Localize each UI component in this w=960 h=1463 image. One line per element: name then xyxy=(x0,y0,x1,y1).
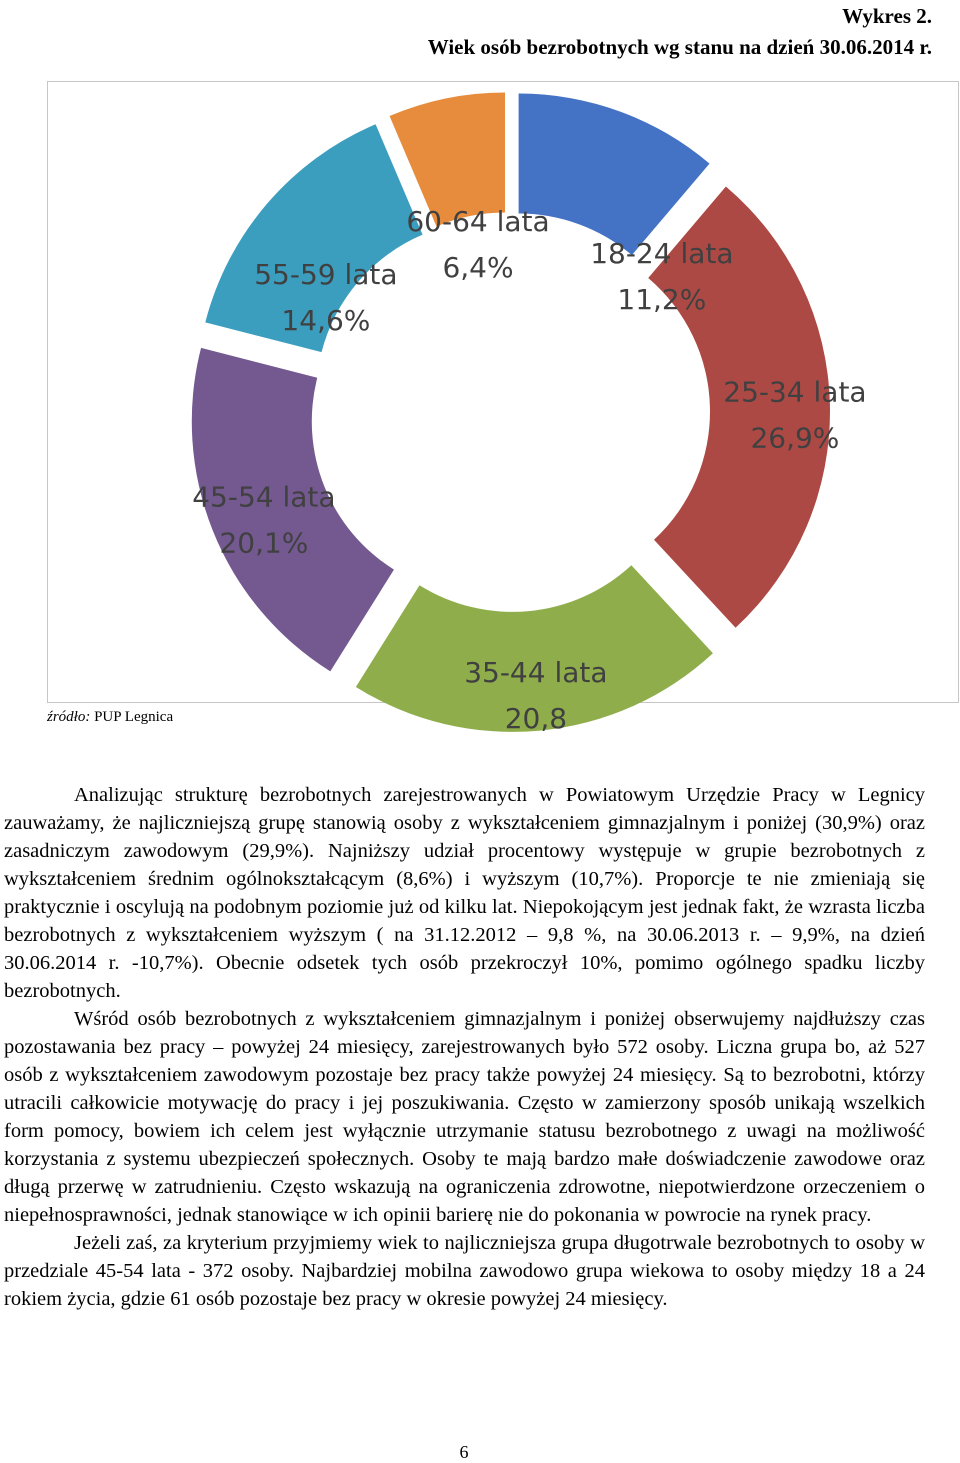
slice-value-label: 14,6% xyxy=(281,304,371,338)
slice-name-label: 60-64 lata xyxy=(406,205,550,239)
body-text xyxy=(4,781,925,1313)
slice-name-label: 55-59 lata xyxy=(254,258,398,292)
source-name: PUP Legnica xyxy=(90,709,174,725)
slice-name-label: 18-24 lata xyxy=(590,237,734,271)
slice-name-label: 25-34 lata xyxy=(723,375,867,409)
slice-value-label: 6,4% xyxy=(442,251,514,285)
chart-title: Wiek osób bezrobotnych wg stanu na dzień 30.06.2014 r. xyxy=(427,35,932,59)
figure-number: Wykres 2. xyxy=(842,4,932,28)
paragraph-2: Wśród osób bezrobotnych z wykształceniem gimnazjalnym i poniżej obserwujemy najdłuższy czas pozostawania bez pracy – powyżej 24 miesięcy, zarejestrowanych było 572 osoby. Liczna grupa bo, aż 527 osób z wykształceniem zawodowym pozostaje bez pracy także powyżej 24 miesięcy. Są to bezrobotni, którzy utracili całkowicie motywację do pracy i jej poszukiwania. Często w zamierzony sposób unikają wszelkich form pomocy, bowiem ich celem jest wyłącznie utrzymanie statusu bezrobotnego z uwagi na możliwość korzystania z systemu ubezpieczeń społecznych. Osoby te mają bardzo małe doświadczenie zawodowe oraz długą przerwę w zatrudnieniu. Często wskazują na ograniczenia zdrowotne, niepotwierdzone orzeczeniem o niepełnosprawności, jednak stanowiące w ich opinii barierę nie do pokonania w powrocie na rynek pracy. xyxy=(4,1008,925,1226)
slice-value-label: 26,9% xyxy=(750,421,840,455)
slice-name-label: 35-44 lata xyxy=(464,655,608,689)
paragraph-3: Jeżeli zaś, za kryterium przyjmiemy wiek to najliczniejsza grupa długotrwale bezrobotnych to osoby w przedziale 45-54 lata - 372 osoby. Najbardziej mobilna zawodowo grupa wiekowa to osoby między 18 a 24 rokiem życia, gdzie 61 osób pozostaje bez pracy w okresie powyżej 24 miesięcy. xyxy=(4,1232,925,1310)
slice-value-label: 20,8 xyxy=(504,701,568,735)
source-note xyxy=(47,709,173,726)
slice-value-label: 20,1% xyxy=(219,526,309,560)
paragraph-1: Analizując strukturę bezrobotnych zarejestrowanych w Powiatowym Urzędzie Pracy w Legnicy zauważamy, że najliczniejszą grupę stanowią osoby z wykształceniem gimnazjalnym i poniżej (30,9%) oraz zasadniczym zawodowym (29,9%). Najniższy udział procentowy występuje w grupie bezrobotnych z wykształceniem średnim ogólnokształcącym (8,6%) i wyższym (10,7%). Proporcje te nie zmieniają się praktycznie i oscylują na podobnym poziomie już od kilku lat. Niepokojącym jest jednak fakt, że wzrasta liczba bezrobotnych z wykształceniem wyższym ( na 31.12.2012 – 9,8 %, na 30.06.2013 r. – 9,9%, na dzień 30.06.2014 r. -10,7%). Obecnie odsetek tych osób przekroczył 10%, pomimo ogólnego spadku liczby bezrobotnych. xyxy=(4,784,925,1002)
slice-name-label: 45-54 lata xyxy=(192,480,336,514)
slice-value-label: 11,2% xyxy=(617,283,707,317)
source-prefix: źródło: xyxy=(47,709,91,725)
page-number: 6 xyxy=(459,1442,469,1462)
slice-label-60-64-lata xyxy=(406,205,549,284)
